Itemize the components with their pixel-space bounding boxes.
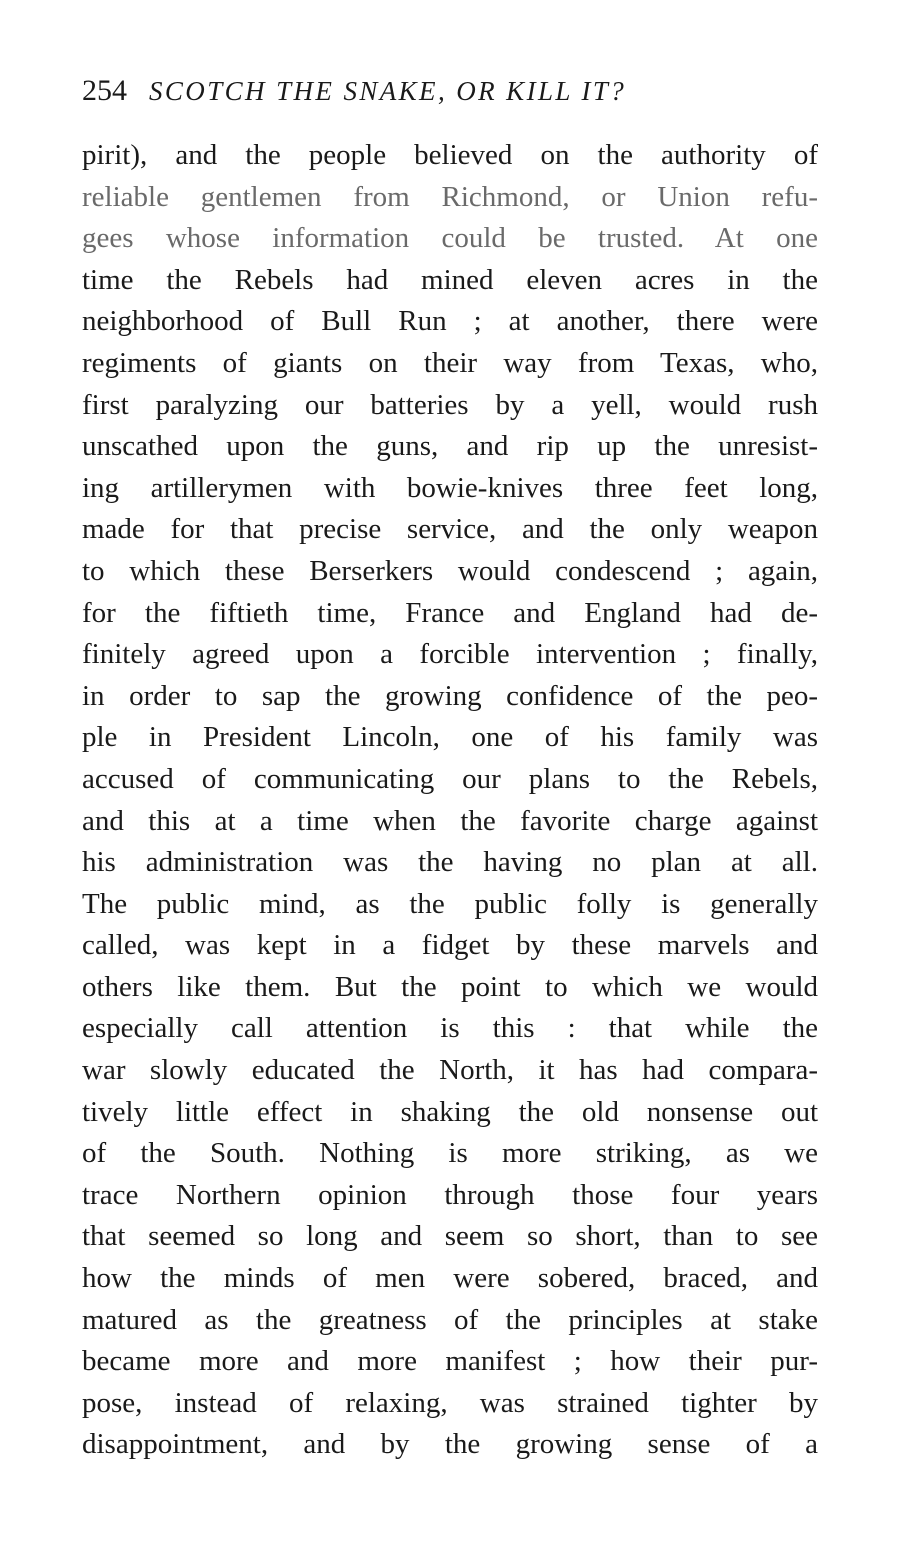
text-line: disappointment, and by the growing sense of a xyxy=(82,1428,818,1461)
text-line: pirit), and the people believed on the authority of xyxy=(82,139,818,171)
running-head xyxy=(82,74,822,118)
text-line: how the minds of men were sobered, braced, and xyxy=(82,1262,818,1295)
text-line: his administration was the having no plan at all. xyxy=(82,846,818,879)
text-line: tively little effect in shaking the old nonsense out xyxy=(82,1095,818,1128)
text-line: made for that precise service, and the only weapon xyxy=(82,513,818,546)
text-line: especially call attention is this : that while the xyxy=(82,1012,818,1045)
text-line: for the fiftieth time, France and England had de- xyxy=(82,596,818,629)
running-title: SCOTCH THE SNAKE, OR KILL IT? xyxy=(149,76,627,106)
text-line: ing artillerymen with bowie-knives three feet long, xyxy=(82,471,818,504)
text-line: finitely agreed upon a forcible intervention ; finally, xyxy=(82,638,818,671)
text-line: and this at a time when the favorite charge against xyxy=(82,804,818,837)
text-line: neighborhood of Bull Run ; at another, there were xyxy=(82,305,818,338)
text-line: ple in President Lincoln, one of his family was xyxy=(82,721,818,754)
text-line: in order to sap the growing confidence of the peo- xyxy=(82,679,818,712)
text-line: first paralyzing our batteries by a yell, would rush xyxy=(82,388,818,421)
text-line: became more and more manifest ; how their pur- xyxy=(82,1345,818,1378)
text-line: regiments of giants on their way from Texas, who, xyxy=(82,346,818,379)
text-line: trace Northern opinion through those four years xyxy=(82,1178,818,1211)
text-line: of the South. Nothing is more striking, as we xyxy=(82,1137,818,1170)
text-line: The public mind, as the public folly is generally xyxy=(82,887,818,920)
text-line: others like them. But the point to which we would xyxy=(82,970,818,1003)
text-line: gees whose information could be trusted. At one xyxy=(82,222,818,255)
text-line: time the Rebels had mined eleven acres in the xyxy=(82,263,818,296)
text-line: pose, instead of relaxing, was strained tighter by xyxy=(82,1386,818,1419)
text-line: matured as the greatness of the principles at stake xyxy=(82,1303,818,1336)
text-line: to which these Berserkers would condescend ; again, xyxy=(82,554,818,587)
body-text xyxy=(82,135,818,1466)
text-line: called, was kept in a fidget by these marvels and xyxy=(82,929,818,962)
page-number: 254 xyxy=(82,74,127,107)
text-line: war slowly educated the North, it has had compara- xyxy=(82,1054,818,1087)
text-line: accused of communicating our plans to the Rebels, xyxy=(82,762,818,795)
text-line: that seemed so long and seem so short, than to see xyxy=(82,1220,818,1253)
text-line: reliable gentlemen from Richmond, or Union refu- xyxy=(82,180,818,213)
text-line: unscathed upon the guns, and rip up the unresist- xyxy=(82,430,818,463)
